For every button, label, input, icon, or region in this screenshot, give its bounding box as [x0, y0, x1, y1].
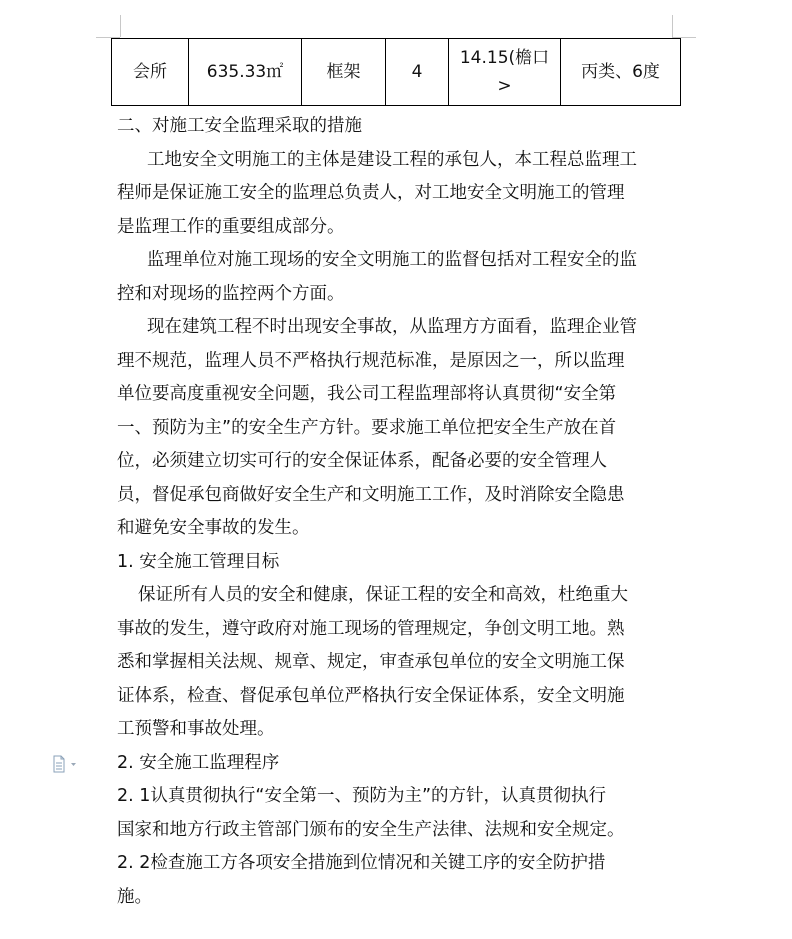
paragraph-line: 证体系，检查、督促承包单位严格执行安全保证体系，安全文明施 [117, 685, 625, 706]
crop-mark [120, 15, 121, 37]
table-cell: 丙类、6度 [561, 39, 681, 106]
table-row [112, 39, 681, 106]
paragraph-line: 工预警和事故处理。 [117, 719, 275, 739]
chevron-down-icon [71, 763, 76, 766]
paragraph-line: 单位要高度重视安全问题，我公司工程监理部将认真贯彻“安全第 [117, 384, 617, 404]
table-cell: 635.33㎡ [189, 39, 302, 106]
paragraph-line: 工地安全文明施工的主体是建设工程的承包人，本工程总监理工 [147, 149, 637, 170]
section-heading: 二、对施工安全监理采取的措施 [117, 116, 362, 136]
paragraph-line: 悉和掌握相关法规、规章、规定，审查承包单位的安全文明施工保 [117, 652, 625, 672]
paragraph-line: 2. 1认真贯彻执行“安全第一、预防为主”的方针，认真贯彻执行 [117, 786, 607, 806]
paragraph-line: 国家和地方行政主管部门颁布的安全生产法律、法规和安全规定。 [117, 819, 625, 840]
subsection-heading: 2. 安全施工监理程序 [117, 752, 280, 773]
table-cell [449, 39, 561, 106]
paragraph-line: 监理单位对施工现场的安全文明施工的监督包括对工程安全的监 [147, 250, 637, 270]
table-cell: 框架 [302, 39, 386, 106]
paragraph-line: 和避免安全事故的发生。 [117, 518, 310, 538]
paragraph-line: 理不规范，监理人员不严格执行规范标准，是原因之一，所以监理 [117, 350, 625, 371]
document-icon[interactable] [52, 755, 80, 773]
paragraph-line: 保证所有人员的安全和健康，保证工程的安全和高效，杜绝重大 [138, 585, 628, 605]
subsection-heading: 1. 安全施工管理目标 [117, 551, 280, 572]
paragraph-line: 现在建筑工程不时出现安全事故，从监理方方面看，监理企业管 [147, 317, 637, 337]
paragraph-line: 事故的发生，遵守政府对施工现场的管理规定，争创文明工地。熟 [117, 618, 625, 639]
paragraph-line: 位，必须建立切实可行的安全保证体系，配备必要的安全管理人 [117, 451, 607, 471]
table-cell: 4 [386, 39, 449, 106]
document-body [117, 110, 677, 914]
paragraph-line: 2. 2检查施工方各项安全措施到位情况和关键工序的安全防护措 [117, 853, 606, 873]
paragraph-line: 员，督促承包商做好安全生产和文明施工工作，及时消除安全隐患 [117, 484, 625, 505]
crop-mark [672, 15, 673, 37]
building-info-table [111, 38, 681, 106]
table-cell: 会所 [112, 39, 189, 106]
paragraph-line: 是监理工作的重要组成部分。 [117, 216, 345, 237]
cell-line: 14.15(檐口 [459, 48, 550, 68]
document-icon [52, 755, 80, 773]
paragraph-line: 控和对现场的监控两个方面。 [117, 283, 345, 304]
paragraph-line: 程师是保证施工安全的监理总负责人，对工地安全文明施工的管理 [117, 183, 625, 203]
cell-line: > [497, 76, 512, 96]
paragraph-line: 施。 [117, 886, 152, 907]
paragraph-line: 一、预防为主”的安全生产方针。要求施工单位把安全生产放在首 [117, 417, 617, 438]
